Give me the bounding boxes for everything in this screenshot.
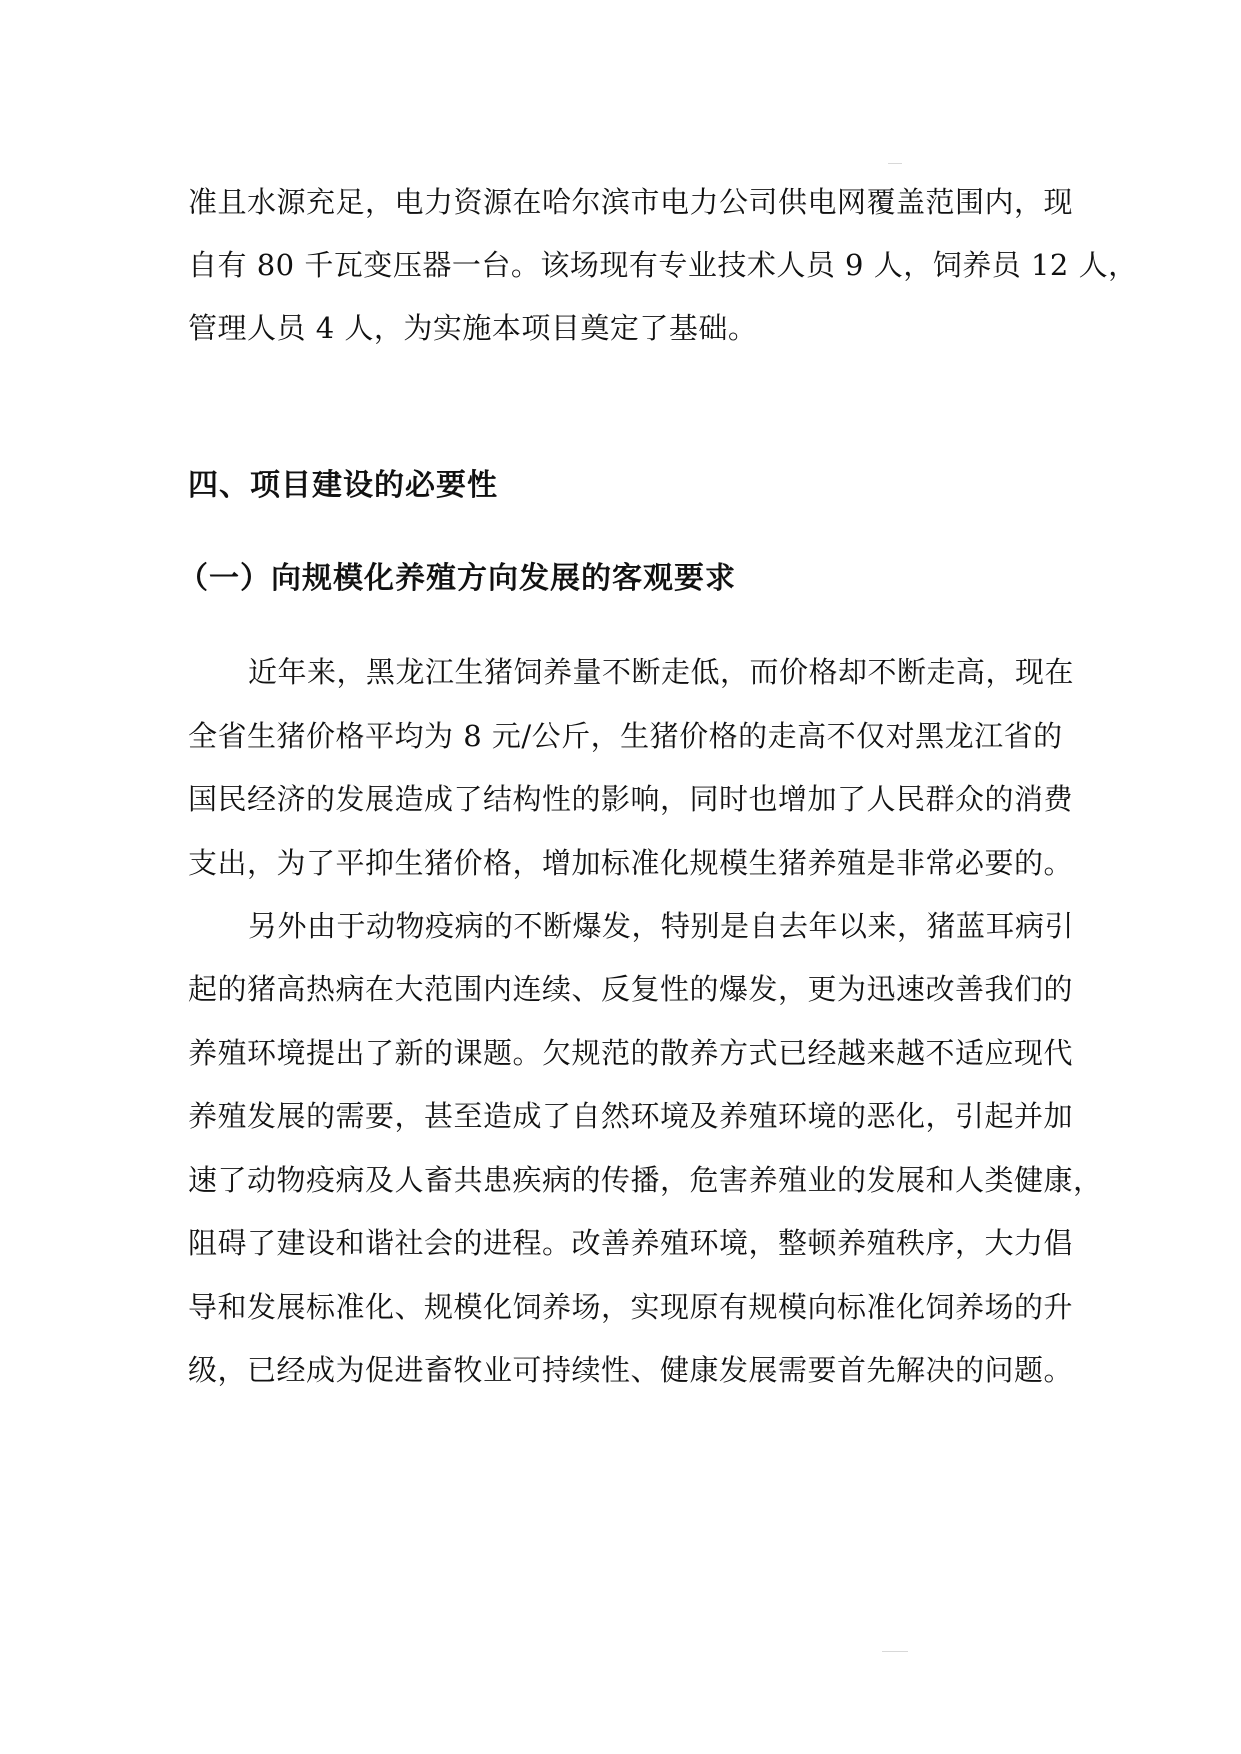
text-line: 准且水源充足，电力资源在哈尔滨市电力公司供电网覆盖范围内，现 — [188, 185, 1074, 219]
section-heading: 四、项目建设的必要性 — [188, 468, 498, 503]
text-line: 起的猪高热病在大范围内连续、反复性的爆发，更为迅速改善我们的 — [188, 972, 1074, 1006]
text-line: 全省生猪价格平均为 8 元/公斤，生猪价格的走高不仅对黑龙江省的 — [188, 719, 1063, 753]
text-line: 级，已经成为促进畜牧业可持续性、健康发展需要首先解决的问题。 — [188, 1353, 1074, 1387]
text-line: 速了动物疫病及人畜共患疾病的传播，危害养殖业的发展和人类健康， — [188, 1163, 1103, 1197]
text-line: 近年来，黑龙江生猪饲养量不断走低，而价格却不断走高，现在 — [248, 655, 1075, 689]
text-line: 阻碍了建设和谐社会的进程。改善养殖环境，整顿养殖秩序，大力倡 — [188, 1226, 1074, 1260]
text-line: 养殖发展的需要，甚至造成了自然环境及养殖环境的恶化，引起并加 — [188, 1099, 1074, 1133]
text-line: 管理人员 4 人，为实施本项目奠定了基础。 — [188, 311, 758, 345]
text-line: 支出，为了平抑生猪价格，增加标准化规模生猪养殖是非常必要的。 — [188, 846, 1074, 880]
text-line: 国民经济的发展造成了结构性的影响，同时也增加了人民群众的消费 — [188, 782, 1074, 816]
text-line: 养殖环境提出了新的课题。欠规范的散养方式已经越来越不适应现代 — [188, 1036, 1074, 1070]
subsection-heading: （一）向规模化养殖方向发展的客观要求 — [178, 561, 736, 596]
text-line: 另外由于动物疫病的不断爆发，特别是自去年以来，猪蓝耳病引 — [248, 909, 1075, 943]
footer-mark — [882, 1651, 908, 1652]
text-line: 导和发展标准化、规模化饲养场，实现原有规模向标准化饲养场的升 — [188, 1290, 1074, 1324]
text-line: 自有 80 千瓦变压器一台。该场现有专业技术人员 9 人，饲养员 12 人， — [188, 248, 1138, 282]
header-mark — [888, 163, 902, 164]
